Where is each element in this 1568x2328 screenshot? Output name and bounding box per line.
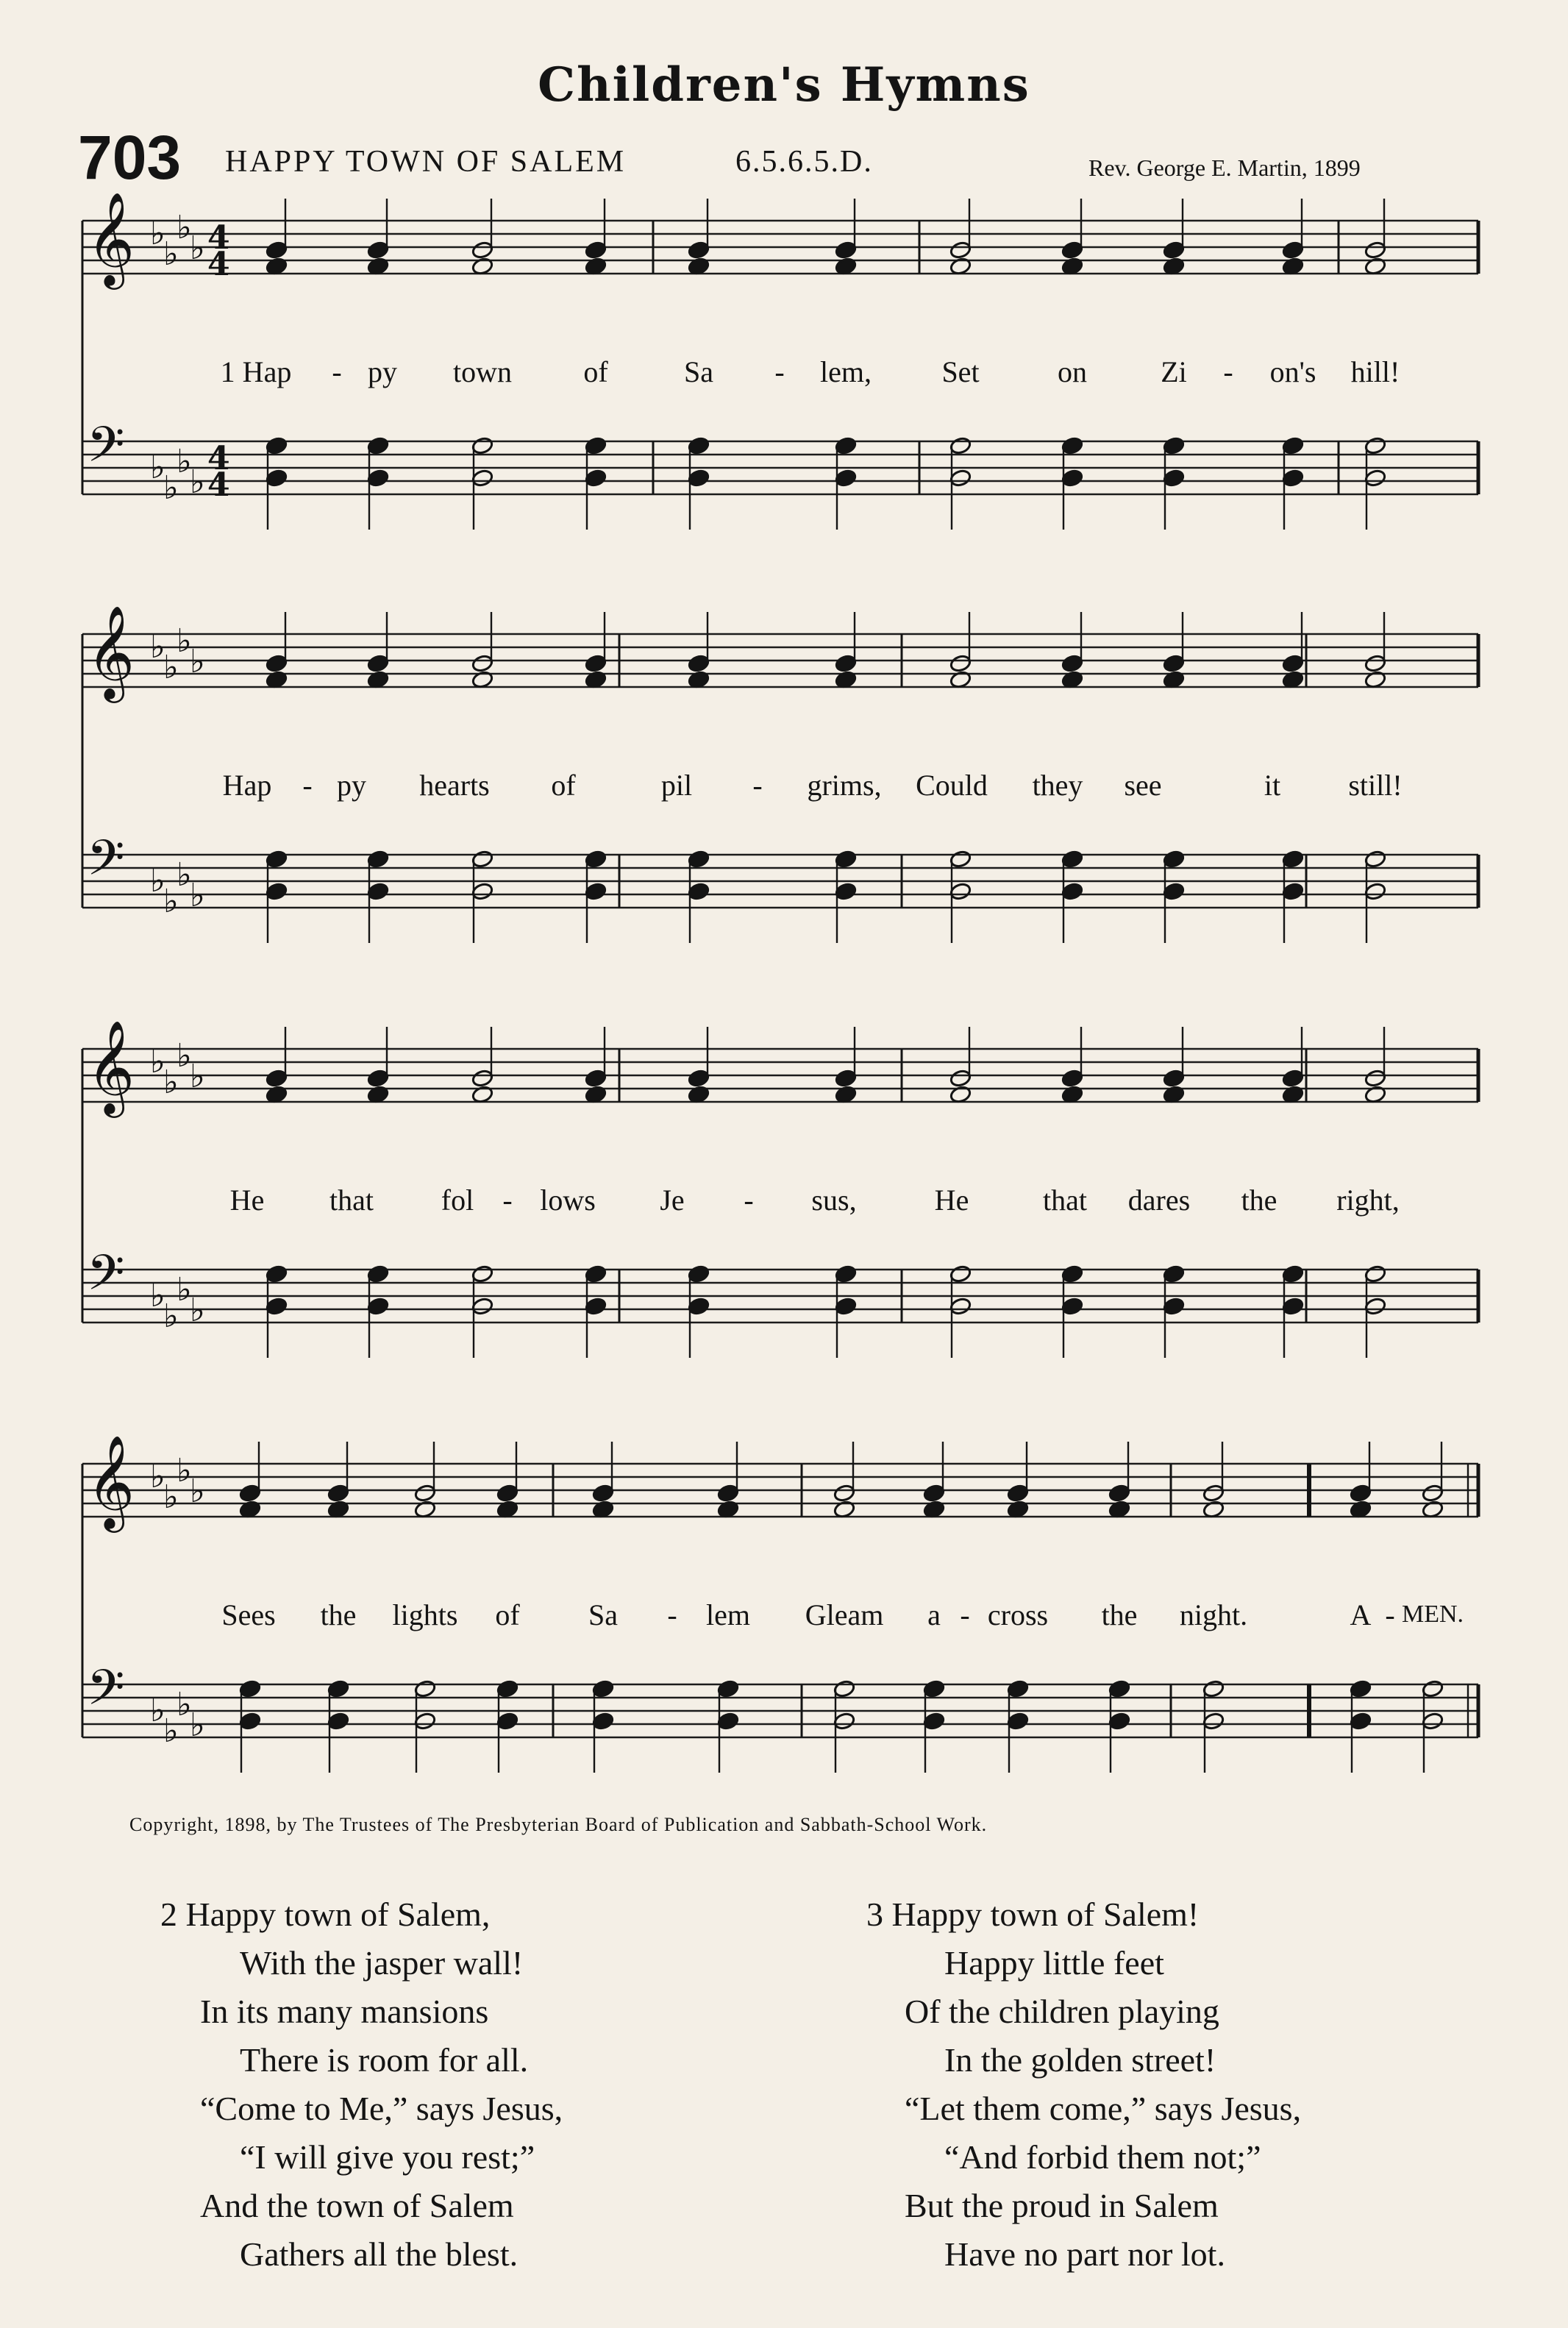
note-head: [471, 882, 494, 901]
note-head: [471, 241, 494, 260]
note-head: [266, 1297, 288, 1316]
bass-clef-icon: 𝄢: [87, 1245, 125, 1313]
note-head: [949, 1069, 972, 1088]
bass-clef-icon: 𝄢: [87, 830, 125, 898]
note-head: [367, 850, 390, 869]
note-head: [266, 1069, 288, 1088]
verse-line: Have no part nor lot.: [944, 2235, 1225, 2273]
lyric-syllable: still!: [1348, 769, 1403, 802]
note-head: [414, 1679, 437, 1698]
note-head: [1282, 654, 1305, 673]
copyright-notice: Copyright, 1898, by The Trustees of The Presbyterian Board of Publication and Sabbath-School Work.: [129, 1814, 988, 1835]
note-head: [949, 469, 972, 488]
bass-clef-icon: 𝄢: [87, 416, 125, 485]
lyric-syllable: Sa: [588, 1598, 618, 1631]
note-head: [1350, 1712, 1372, 1731]
flat-icon: ♭: [150, 1043, 165, 1081]
lyric-hyphen: -: [332, 355, 342, 388]
note-head: [949, 436, 972, 455]
lyric-syllable: dares: [1127, 1183, 1191, 1217]
treble-clef-icon: 𝄞: [87, 1019, 135, 1114]
hymn-number: 703: [78, 123, 182, 192]
lyric-syllable: the: [1241, 1183, 1277, 1217]
note-head: [1163, 1297, 1186, 1316]
flat-icon: ♭: [177, 622, 192, 660]
lyric-syllable: the: [1101, 1598, 1138, 1631]
note-head: [923, 1712, 946, 1731]
note-head: [266, 241, 288, 260]
note-head: [496, 1712, 519, 1731]
flat-icon: ♭: [177, 443, 192, 480]
note-head: [1163, 1069, 1186, 1088]
note-head: [835, 654, 858, 673]
flat-icon: ♭: [163, 1712, 179, 1750]
note-head: [585, 1264, 607, 1284]
lyric-syllable: right,: [1336, 1183, 1400, 1217]
lyric-syllable: it: [1264, 769, 1281, 802]
lyric-syllable: that: [329, 1183, 374, 1217]
note-head: [923, 1679, 946, 1698]
flat-icon: ♭: [177, 1037, 192, 1075]
note-head: [266, 469, 288, 488]
lyric-syllable: py: [368, 355, 397, 388]
note-head: [1282, 850, 1305, 869]
flat-icon: ♭: [163, 469, 179, 507]
note-head: [1364, 241, 1387, 260]
note-head: [496, 1484, 519, 1503]
note-head: [688, 850, 710, 869]
note-head: [585, 850, 607, 869]
lyric-syllable: of: [495, 1598, 520, 1631]
verse-line: Gathers all the blest.: [240, 2235, 518, 2273]
note-head: [585, 1297, 607, 1316]
time-signature-denominator: 4: [207, 466, 230, 504]
flat-icon: ♭: [163, 883, 179, 920]
lyric-syllable: fol: [441, 1183, 474, 1217]
note-head: [1061, 241, 1084, 260]
verse-line: “I will give you rest;”: [240, 2138, 535, 2176]
note-head: [1364, 1069, 1387, 1088]
note-head: [1108, 1679, 1131, 1698]
note-head: [1422, 1712, 1444, 1731]
note-head: [923, 1484, 946, 1503]
note-head: [592, 1484, 615, 1503]
flat-icon: ♭: [190, 1706, 205, 1744]
lyric-hyphen: -: [667, 1598, 677, 1631]
flat-icon: ♭: [150, 1277, 165, 1314]
lyric-syllable: 1 Hap: [220, 355, 292, 388]
lyric-syllable: Set: [941, 355, 980, 388]
note-head: [471, 1069, 494, 1088]
lyric-hyphen: -: [752, 769, 763, 802]
note-head: [1007, 1679, 1030, 1698]
note-head: [835, 1069, 858, 1088]
note-head: [1202, 1712, 1225, 1731]
lyric-syllable: Sa: [684, 355, 713, 388]
verse-line: And the town of Salem: [200, 2187, 514, 2224]
note-head: [327, 1484, 350, 1503]
verse-line: In the golden street!: [944, 2041, 1216, 2079]
bass-clef-icon: 𝄢: [87, 1659, 125, 1728]
note-head: [471, 436, 494, 455]
note-head: [833, 1679, 856, 1698]
hymn-title: HAPPY TOWN OF SALEM: [225, 145, 627, 179]
lyric-hyphen: -: [502, 1183, 513, 1217]
flat-icon: ♭: [150, 1458, 165, 1495]
flat-icon: ♭: [150, 215, 165, 252]
note-head: [1282, 1069, 1305, 1088]
note-head: [414, 1712, 437, 1731]
lyric-syllable: hearts: [419, 769, 490, 802]
note-head: [367, 654, 390, 673]
note-head: [688, 436, 710, 455]
note-head: [717, 1484, 740, 1503]
note-head: [835, 436, 858, 455]
note-head: [414, 1484, 437, 1503]
lyric-syllable: pil: [660, 769, 693, 802]
note-head: [1163, 654, 1186, 673]
flat-icon: ♭: [177, 1686, 192, 1723]
note-head: [367, 241, 390, 260]
flat-icon: ♭: [163, 1478, 179, 1516]
note-head: [471, 850, 494, 869]
note-head: [367, 469, 390, 488]
note-head: [1007, 1484, 1030, 1503]
note-head: [688, 654, 710, 673]
note-head: [1108, 1712, 1131, 1731]
flat-icon: ♭: [190, 463, 205, 501]
note-head: [266, 436, 288, 455]
note-head: [1364, 1297, 1387, 1316]
note-head: [1350, 1484, 1372, 1503]
note-head: [1364, 1264, 1387, 1284]
note-head: [367, 1264, 390, 1284]
lyric-syllable: lem: [706, 1598, 750, 1631]
lyric-syllable: on's: [1269, 355, 1316, 388]
note-head: [266, 850, 288, 869]
hymn-meter: 6.5.6.5.D.: [735, 145, 873, 179]
flat-icon: ♭: [163, 235, 179, 273]
lyric-syllable: py: [337, 769, 366, 802]
flat-icon: ♭: [190, 877, 205, 914]
note-head: [949, 850, 972, 869]
flat-icon: ♭: [150, 449, 165, 486]
lyric-syllable: they: [1032, 769, 1083, 802]
lyric-syllable: A: [1350, 1598, 1372, 1631]
lyric-syllable: Hap: [222, 769, 272, 802]
lyric-hyphen: -: [774, 355, 785, 388]
time-signature-numerator: 4: [207, 440, 230, 477]
note-head: [1422, 1484, 1444, 1503]
note-head: [949, 1297, 972, 1316]
verse-line: With the jasper wall!: [240, 1944, 524, 1982]
verse-line: In its many mansions: [200, 1993, 489, 2030]
flat-icon: ♭: [190, 1473, 205, 1510]
lyric-syllable: Gleam: [805, 1598, 884, 1631]
lyric-syllable: night.: [1179, 1598, 1248, 1631]
note-head: [1364, 654, 1387, 673]
note-head: [1282, 469, 1305, 488]
note-head: [471, 1264, 494, 1284]
note-head: [949, 241, 972, 260]
note-head: [1061, 882, 1084, 901]
note-head: [471, 1297, 494, 1316]
note-head: [717, 1679, 740, 1698]
note-head: [1061, 654, 1084, 673]
lyric-hyphen: -: [302, 769, 313, 802]
lyric-syllable: a: [927, 1598, 941, 1631]
lyric-syllable: on: [1058, 355, 1087, 388]
lyric-syllable: see: [1124, 769, 1162, 802]
lyric-syllable: Zi: [1161, 355, 1187, 388]
note-head: [496, 1679, 519, 1698]
note-head: [1061, 1069, 1084, 1088]
note-head: [1061, 1297, 1084, 1316]
note-head: [327, 1712, 350, 1731]
flat-icon: ♭: [150, 1692, 165, 1729]
note-head: [688, 882, 710, 901]
note-head: [471, 469, 494, 488]
note-head: [585, 654, 607, 673]
flat-icon: ♭: [163, 1064, 179, 1101]
verse-line: “Come to Me,” says Jesus,: [200, 2090, 563, 2127]
note-head: [585, 1069, 607, 1088]
note-head: [1350, 1679, 1372, 1698]
flat-icon: ♭: [177, 856, 192, 894]
lyric-syllable: of: [583, 355, 608, 388]
note-head: [1163, 436, 1186, 455]
lyric-hyphen: -: [744, 1183, 754, 1217]
note-head: [367, 1069, 390, 1088]
note-head: [585, 882, 607, 901]
note-head: [949, 654, 972, 673]
flat-icon: ♭: [177, 1452, 192, 1489]
note-head: [1202, 1679, 1225, 1698]
note-head: [1163, 882, 1186, 901]
note-head: [949, 882, 972, 901]
page-header: Children's Hymns: [538, 57, 1030, 113]
note-head: [1202, 1484, 1225, 1503]
flat-icon: ♭: [163, 649, 179, 686]
note-head: [327, 1679, 350, 1698]
lyric-syllable: lows: [540, 1183, 596, 1217]
note-head: [585, 436, 607, 455]
flat-icon: ♭: [150, 628, 165, 666]
flat-icon: ♭: [190, 1292, 205, 1329]
note-head: [1061, 850, 1084, 869]
note-head: [239, 1484, 262, 1503]
treble-clef-icon: 𝄞: [87, 1434, 135, 1528]
lyric-syllable: cross: [987, 1598, 1049, 1631]
time-signature-denominator: 4: [207, 246, 230, 283]
note-head: [592, 1679, 615, 1698]
lyric-syllable: of: [551, 769, 576, 802]
lyric-syllable: town: [453, 355, 512, 388]
note-head: [367, 436, 390, 455]
note-head: [1061, 1264, 1084, 1284]
note-head: [835, 882, 858, 901]
note-head: [1282, 1264, 1305, 1284]
note-head: [239, 1679, 262, 1698]
verse-line: But the proud in Salem: [905, 2187, 1219, 2224]
lyric-syllable: the: [320, 1598, 357, 1631]
lyric-hyphen: -: [1223, 355, 1233, 388]
note-head: [471, 654, 494, 673]
flat-icon: ♭: [177, 1271, 192, 1309]
note-head: [266, 882, 288, 901]
lyric-syllable: MEN.: [1401, 1601, 1464, 1628]
note-head: [717, 1712, 740, 1731]
lyric-syllable: He: [229, 1183, 265, 1217]
note-head: [266, 654, 288, 673]
note-head: [1163, 469, 1186, 488]
verse-line: 3 Happy town of Salem!: [866, 1895, 1200, 1933]
note-head: [239, 1712, 262, 1731]
verse-line: There is room for all.: [240, 2041, 529, 2079]
verse-line: 2 Happy town of Salem,: [160, 1895, 491, 1933]
note-head: [688, 1264, 710, 1284]
note-head: [1282, 1297, 1305, 1316]
note-head: [1061, 469, 1084, 488]
note-head: [1422, 1679, 1444, 1698]
note-head: [592, 1712, 615, 1731]
lyric-syllable: lights: [392, 1598, 458, 1631]
note-head: [688, 1069, 710, 1088]
note-head: [367, 882, 390, 901]
note-head: [1282, 882, 1305, 901]
note-head: [835, 1297, 858, 1316]
flat-icon: ♭: [177, 209, 192, 246]
flat-icon: ♭: [163, 1298, 179, 1335]
note-head: [367, 1297, 390, 1316]
note-head: [266, 1264, 288, 1284]
note-head: [688, 1297, 710, 1316]
note-head: [835, 1264, 858, 1284]
hymn-author: Rev. George E. Martin, 1899: [1088, 154, 1361, 181]
verse-line: Of the children playing: [905, 1993, 1219, 2030]
lyric-syllable: He: [934, 1183, 969, 1217]
note-head: [585, 241, 607, 260]
verse-line: “Let them come,” says Jesus,: [905, 2090, 1302, 2127]
flat-icon: ♭: [190, 229, 205, 267]
lyric-syllable: that: [1043, 1183, 1087, 1217]
note-head: [833, 1484, 856, 1503]
note-head: [835, 850, 858, 869]
note-head: [1282, 436, 1305, 455]
treble-clef-icon: 𝄞: [87, 191, 135, 285]
note-head: [1282, 241, 1305, 260]
verse-line: “And forbid them not;”: [944, 2138, 1261, 2176]
flat-icon: ♭: [190, 1058, 205, 1095]
lyric-syllable: Je: [660, 1183, 685, 1217]
lyric-syllable: hill!: [1350, 355, 1400, 388]
note-head: [585, 469, 607, 488]
flat-icon: ♭: [150, 862, 165, 900]
note-head: [1364, 469, 1387, 488]
note-head: [1364, 850, 1387, 869]
note-head: [688, 469, 710, 488]
note-head: [1061, 436, 1084, 455]
lyric-syllable: sus,: [811, 1183, 857, 1217]
note-head: [688, 241, 710, 260]
lyric-syllable: Could: [916, 769, 988, 802]
note-head: [1163, 1264, 1186, 1284]
note-head: [835, 241, 858, 260]
note-head: [835, 469, 858, 488]
note-head: [1364, 882, 1387, 901]
lyric-hyphen: -: [960, 1598, 970, 1631]
lyric-syllable: grims,: [807, 769, 882, 802]
verse-line: Happy little feet: [944, 1944, 1164, 1982]
note-head: [1163, 850, 1186, 869]
time-signature-numerator: 4: [207, 219, 230, 257]
note-head: [1163, 241, 1186, 260]
note-head: [833, 1712, 856, 1731]
note-head: [1364, 436, 1387, 455]
lyric-syllable: Sees: [221, 1598, 276, 1631]
note-head: [1007, 1712, 1030, 1731]
lyric-hyphen: -: [1385, 1598, 1395, 1631]
note-head: [949, 1264, 972, 1284]
flat-icon: ♭: [190, 643, 205, 680]
note-head: [1108, 1484, 1131, 1503]
lyric-syllable: lem,: [820, 355, 872, 388]
treble-clef-icon: 𝄞: [87, 605, 135, 699]
